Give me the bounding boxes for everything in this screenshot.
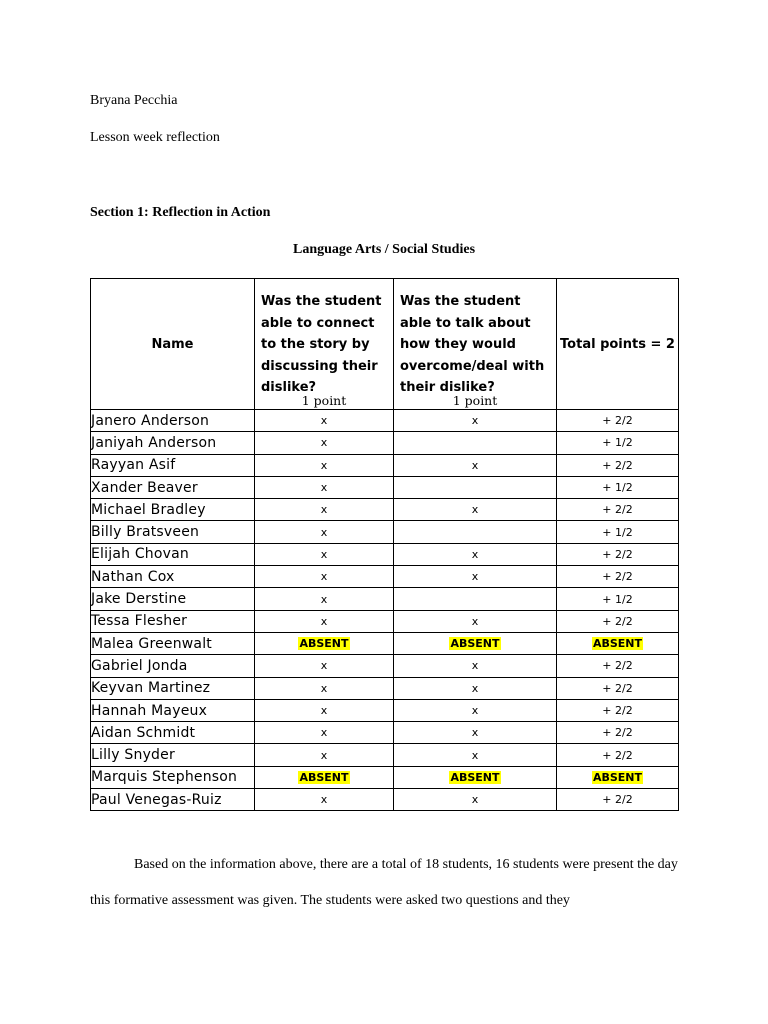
assessment-table (90, 278, 679, 811)
question1-mark-cell: x (255, 699, 394, 721)
question1-mark-cell: x (255, 677, 394, 699)
question2-mark-cell: x (394, 744, 557, 766)
total-score-cell: + 2/2 (557, 566, 679, 588)
total-score-cell: + 1/2 (557, 588, 679, 610)
question1-column-header (255, 279, 394, 410)
total-score-cell: + 2/2 (557, 677, 679, 699)
table-row (91, 766, 679, 788)
question1-mark-cell: x (255, 789, 394, 811)
question2-mark-cell (394, 521, 557, 543)
student-name-cell: Lilly Snyder (91, 744, 255, 766)
absent-badge: ABSENT (450, 770, 500, 784)
absent-badge: ABSENT (450, 637, 500, 651)
total-score-cell: + 2/2 (557, 722, 679, 744)
absent-badge: ABSENT (299, 770, 349, 784)
question1-mark-cell: x (255, 543, 394, 565)
total-score-cell (557, 632, 679, 654)
question1-mark-cell: x (255, 655, 394, 677)
question2-mark-cell: x (394, 722, 557, 744)
total-score-cell: + 2/2 (557, 543, 679, 565)
question1-text: Was the student able to connect to the story by discussing their dislike? (261, 294, 382, 396)
question1-mark-cell: x (255, 722, 394, 744)
question1-mark-cell: x (255, 499, 394, 521)
absent-badge: ABSENT (299, 637, 349, 651)
question2-mark-cell: x (394, 454, 557, 476)
student-name-cell: Elijah Chovan (91, 543, 255, 565)
table-header-row (91, 279, 679, 410)
student-name-cell: Billy Bratsveen (91, 521, 255, 543)
table-row (91, 476, 679, 498)
table-row (91, 699, 679, 721)
table-row (91, 410, 679, 432)
table-row (91, 588, 679, 610)
total-score-cell: + 2/2 (557, 499, 679, 521)
student-name-cell: Malea Greenwalt (91, 632, 255, 654)
total-score-cell (557, 766, 679, 788)
student-name-cell: Nathan Cox (91, 566, 255, 588)
table-row (91, 677, 679, 699)
question2-mark-cell: x (394, 699, 557, 721)
student-name-cell: Marquis Stephenson (91, 766, 255, 788)
question1-mark-cell: x (255, 521, 394, 543)
question2-mark-cell: x (394, 789, 557, 811)
student-name-cell: Rayyan Asif (91, 454, 255, 476)
total-score-cell: + 1/2 (557, 476, 679, 498)
total-column-header: Total points = 2 (557, 279, 679, 410)
question1-mark-cell: x (255, 588, 394, 610)
student-name-cell: Janiyah Anderson (91, 432, 255, 454)
question2-mark-cell: x (394, 410, 557, 432)
question2-text: Was the student able to talk about how they would overcome/deal with their dislike? (400, 294, 545, 396)
author-name: Bryana Pecchia (90, 93, 178, 108)
table-row (91, 789, 679, 811)
table-row (91, 610, 679, 632)
student-name-cell: Janero Anderson (91, 410, 255, 432)
student-name-cell: Aidan Schmidt (91, 722, 255, 744)
table-row (91, 521, 679, 543)
student-name-cell: Paul Venegas-Ruiz (91, 789, 255, 811)
question2-mark-cell (394, 432, 557, 454)
absent-badge: ABSENT (592, 770, 643, 784)
question2-mark-cell (394, 476, 557, 498)
student-name-cell: Gabriel Jonda (91, 655, 255, 677)
reflection-paragraph: Based on the information above, there are a total of 18 students, 16 students were present the day this formative assessment was given. The students were asked two questions and they (90, 857, 678, 908)
question2-mark-cell (394, 588, 557, 610)
table-row (91, 543, 679, 565)
question2-mark-cell: x (394, 566, 557, 588)
table-row (91, 566, 679, 588)
question1-mark-cell: x (255, 410, 394, 432)
table-row (91, 655, 679, 677)
student-name-cell: Jake Derstine (91, 588, 255, 610)
question2-mark-cell (394, 766, 557, 788)
absent-badge: ABSENT (592, 637, 643, 651)
question1-mark-cell: x (255, 610, 394, 632)
total-score-cell: + 1/2 (557, 521, 679, 543)
name-column-header: Name (91, 279, 255, 410)
table-row (91, 744, 679, 766)
table-row (91, 432, 679, 454)
question2-mark-cell: x (394, 677, 557, 699)
total-score-cell: + 2/2 (557, 454, 679, 476)
question1-points: 1 point (301, 393, 347, 408)
student-name-cell: Tessa Flesher (91, 610, 255, 632)
question2-mark-cell (394, 632, 557, 654)
question1-mark-cell: x (255, 476, 394, 498)
question2-mark-cell: x (394, 543, 557, 565)
total-score-cell: + 1/2 (557, 432, 679, 454)
student-name-cell: Xander Beaver (91, 476, 255, 498)
student-name-cell: Keyvan Martinez (91, 677, 255, 699)
question1-mark-cell: x (255, 432, 394, 454)
table-row (91, 499, 679, 521)
question1-mark-cell: x (255, 744, 394, 766)
question2-column-header (394, 279, 557, 410)
student-name-cell: Hannah Mayeux (91, 699, 255, 721)
total-score-cell: + 2/2 (557, 610, 679, 632)
question1-mark-cell: x (255, 454, 394, 476)
document-subtitle: Lesson week reflection (90, 130, 220, 145)
section-heading: Section 1: Reflection in Action (90, 205, 271, 220)
table-row (91, 722, 679, 744)
student-name-cell: Michael Bradley (91, 499, 255, 521)
total-score-cell: + 2/2 (557, 655, 679, 677)
question1-mark-cell (255, 632, 394, 654)
total-score-cell: + 2/2 (557, 789, 679, 811)
question1-mark-cell: x (255, 566, 394, 588)
table-row (91, 454, 679, 476)
total-score-cell: + 2/2 (557, 744, 679, 766)
question2-mark-cell: x (394, 499, 557, 521)
total-score-cell: + 2/2 (557, 410, 679, 432)
question2-mark-cell: x (394, 610, 557, 632)
question2-mark-cell: x (394, 655, 557, 677)
table-title: Language Arts / Social Studies (292, 242, 476, 257)
question2-points: 1 point (452, 393, 498, 408)
question1-mark-cell (255, 766, 394, 788)
table-row (91, 632, 679, 654)
total-score-cell: + 2/2 (557, 699, 679, 721)
